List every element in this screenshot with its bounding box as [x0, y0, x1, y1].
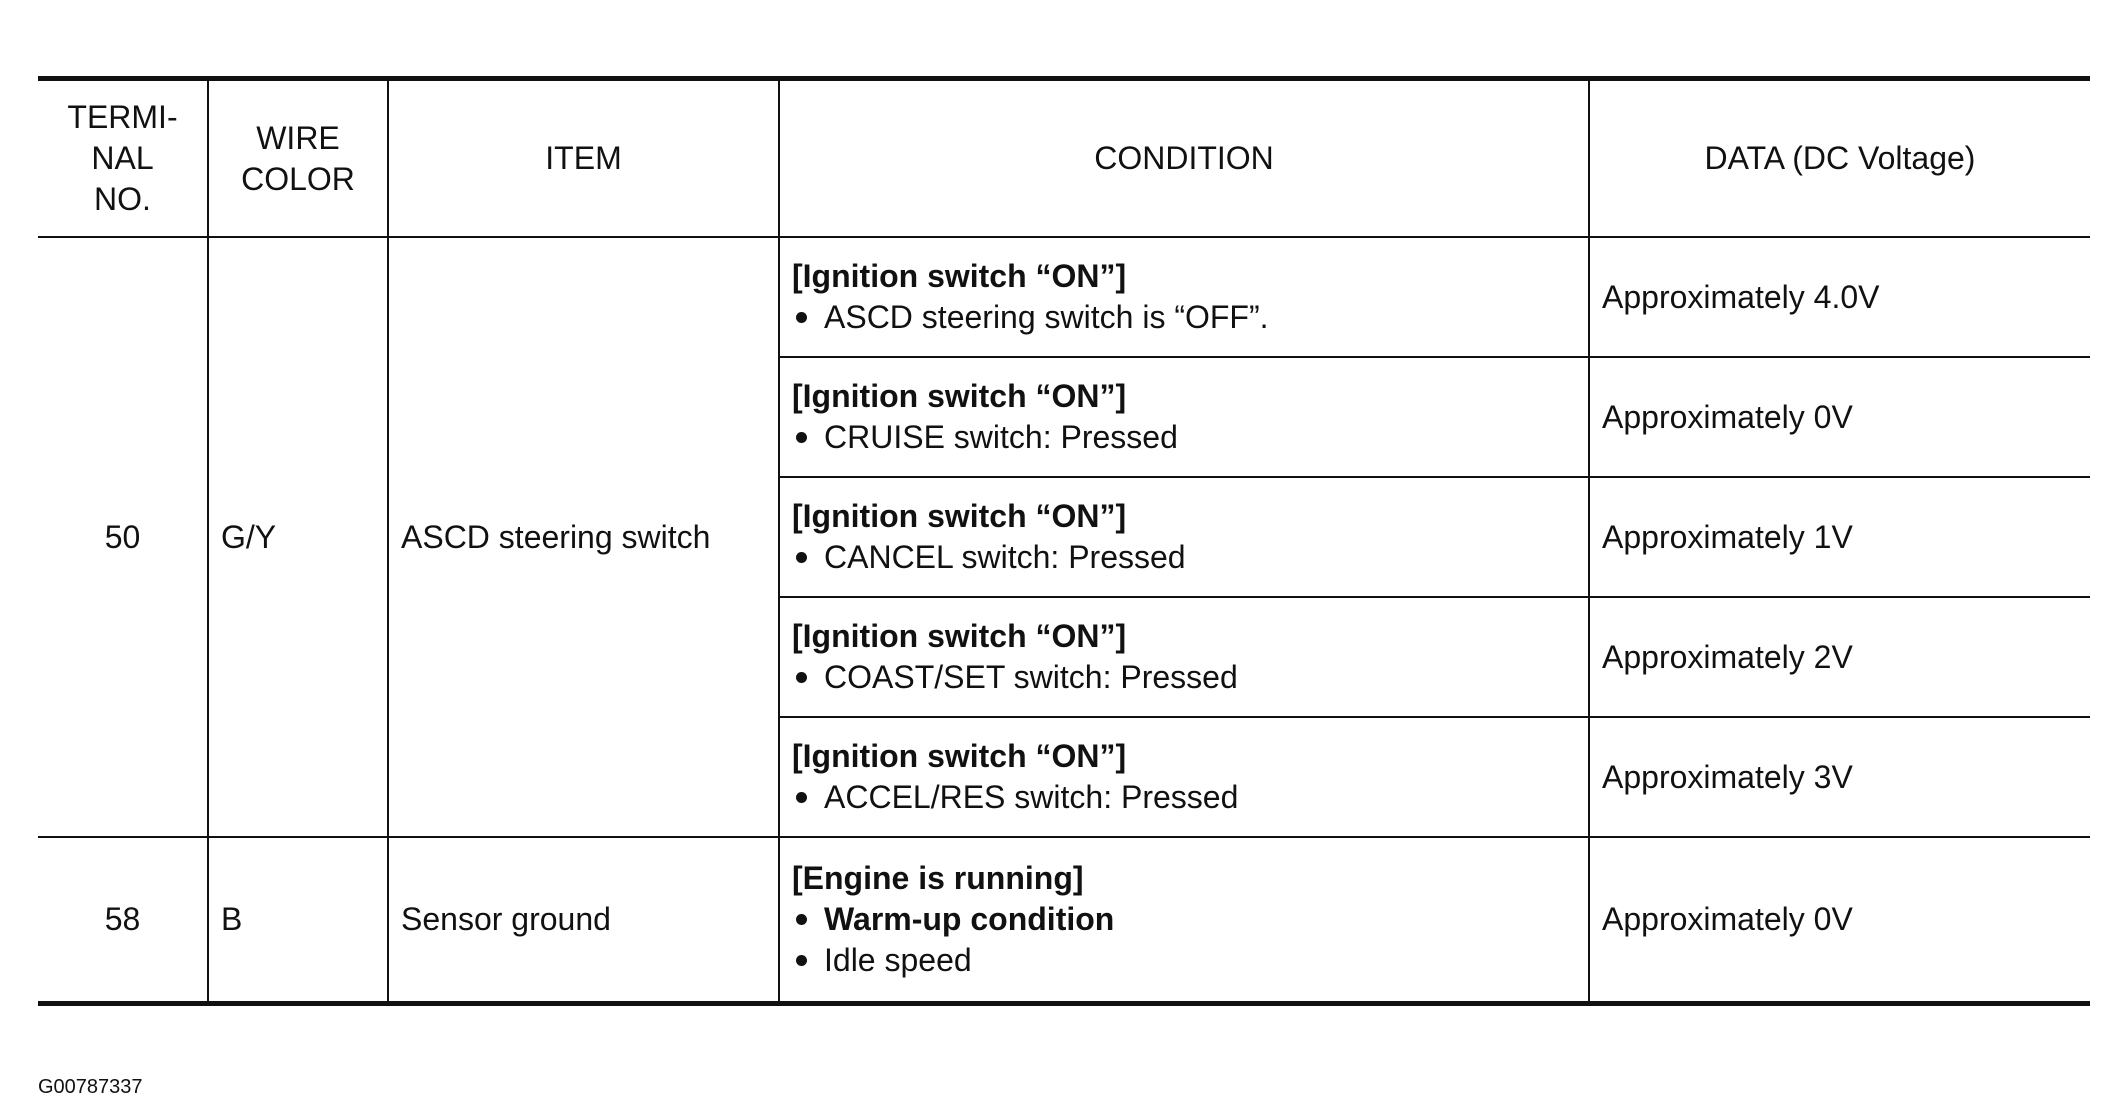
condition-heading: [Ignition switch “ON”] [792, 258, 1127, 295]
header-terminal-no [38, 79, 208, 238]
data-value: Approximately 2V [1589, 597, 2090, 717]
data-value: Approximately 1V [1589, 477, 2090, 597]
header-terminal-no-line: NO. [94, 180, 151, 217]
figure-id: G00787337 [38, 1076, 143, 1098]
header-wire-color-line: COLOR [241, 160, 355, 197]
terminal-number: 58 [38, 837, 208, 1004]
wire-color: B [208, 837, 388, 1004]
condition-bullet-text: CANCEL switch: Pressed [824, 539, 1186, 575]
item-name: ASCD steering switch [388, 237, 779, 837]
data-value: Approximately 3V [1589, 717, 2090, 837]
condition-heading: [Ignition switch “ON”] [792, 498, 1127, 535]
bullet-dot-icon [796, 914, 807, 925]
condition-cell [779, 597, 1589, 717]
header-wire-color-line: WIRE [256, 119, 340, 156]
header-condition: CONDITION [779, 79, 1589, 238]
condition-bullet-text: COAST/SET switch: Pressed [824, 659, 1238, 695]
condition-heading: [Engine is running] [792, 860, 1084, 897]
terminal-number: 50 [38, 237, 208, 837]
condition-cell [779, 837, 1589, 1004]
condition-cell [779, 717, 1589, 837]
condition-bullet-text: ASCD steering switch is “OFF”. [824, 299, 1269, 335]
condition-bullet [792, 537, 1576, 578]
condition-cell [779, 357, 1589, 477]
bullet-dot-icon [796, 552, 807, 563]
header-data: DATA (DC Voltage) [1589, 79, 2090, 238]
bullet-dot-icon [796, 955, 807, 966]
header-wire-color [208, 79, 388, 238]
condition-bullet [792, 417, 1576, 458]
data-value: Approximately 0V [1589, 357, 2090, 477]
condition-heading: [Ignition switch “ON”] [792, 378, 1127, 415]
header-terminal-no-line: NAL [91, 140, 154, 177]
terminal-data-table [38, 76, 2090, 1006]
condition-heading: [Ignition switch “ON”] [792, 738, 1127, 775]
bullet-dot-icon [796, 432, 807, 443]
table-header-row [38, 79, 2090, 238]
table-row [38, 237, 2090, 357]
header-item: ITEM [388, 79, 779, 238]
terminal-data-sheet [38, 76, 2090, 1098]
condition-heading: [Ignition switch “ON”] [792, 618, 1127, 655]
data-value: Approximately 4.0V [1589, 237, 2090, 357]
condition-bullet-text: ACCEL/RES switch: Pressed [824, 779, 1239, 815]
wire-color: G/Y [208, 237, 388, 837]
condition-bullet [792, 899, 1576, 940]
condition-bullet-text: Idle speed [824, 941, 972, 978]
bullet-dot-icon [796, 312, 807, 323]
header-terminal-no-line: TERMI- [67, 99, 178, 136]
condition-bullet-text: Warm-up condition [824, 901, 1115, 938]
condition-bullet [792, 777, 1576, 818]
condition-bullet [792, 657, 1576, 698]
condition-bullet [792, 940, 1576, 981]
bullet-dot-icon [796, 672, 807, 683]
table-row [38, 837, 2090, 1004]
condition-cell [779, 477, 1589, 597]
bullet-dot-icon [796, 792, 807, 803]
condition-cell [779, 237, 1589, 357]
condition-bullet-text: CRUISE switch: Pressed [824, 419, 1178, 455]
item-name: Sensor ground [388, 837, 779, 1004]
data-value: Approximately 0V [1589, 837, 2090, 1004]
condition-bullet [792, 297, 1576, 338]
